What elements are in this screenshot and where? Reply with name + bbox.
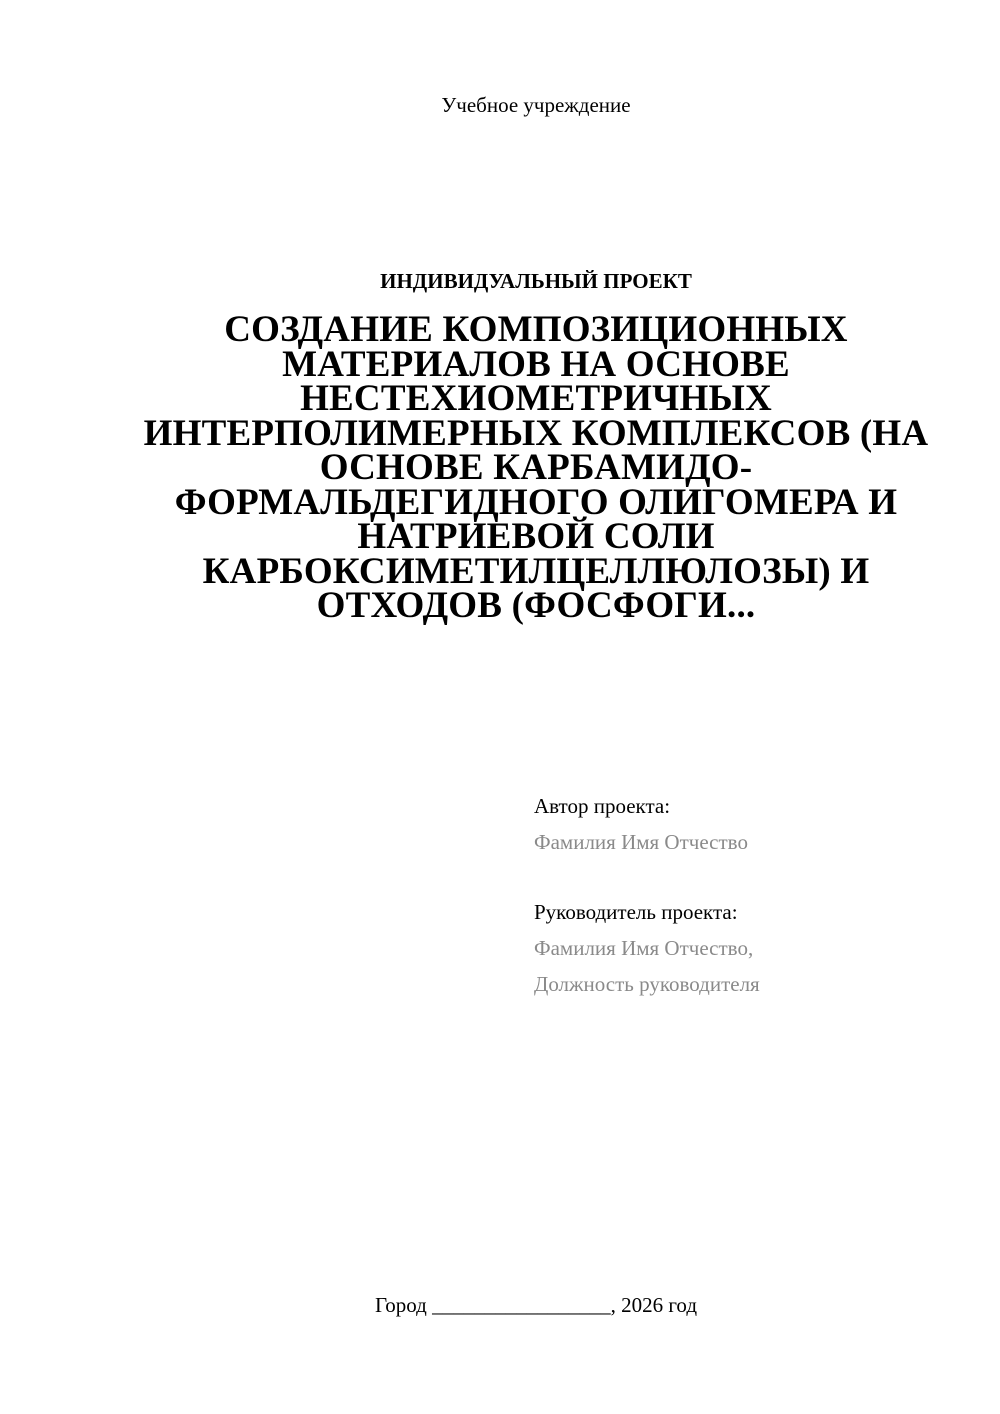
institution-name: Учебное учреждение: [441, 93, 631, 117]
supervisor-block: [534, 894, 954, 1002]
author-block: [534, 788, 954, 860]
city-year-line: Город _________________, 2026 год: [374, 1293, 698, 1317]
project-type: ИНДИВИДУАЛЬНЫЙ ПРОЕКТ: [380, 269, 692, 293]
supervisor-name: Фамилия Имя Отчество,: [534, 936, 754, 960]
project-title: СОЗДАНИЕ КОМПОЗИЦИОННЫХ МАТЕРИАЛОВ НА ОСНОВЕ НЕСТЕХИОМЕТРИЧНЫХ ИНТЕРПОЛИМЕРНЫХ КОМПЛЕКСОВ (НА ОСНОВЕ КАРБАМИДО-ФОРМАЛЬДЕГИДНОГО ОЛИГОМЕРА И НАТРИЕВОЙ СОЛИ КАРБОКСИМЕТИЛЦЕЛЛЮЛОЗЫ) И ОТХОДОВ (ФОСФОГИ...: [143, 309, 929, 626]
supervisor-position: Должность руководителя: [534, 972, 760, 996]
author-name: Фамилия Имя Отчество: [534, 830, 748, 854]
author-label: Автор проекта:: [534, 794, 671, 818]
supervisor-label: Руководитель проекта:: [534, 900, 738, 924]
